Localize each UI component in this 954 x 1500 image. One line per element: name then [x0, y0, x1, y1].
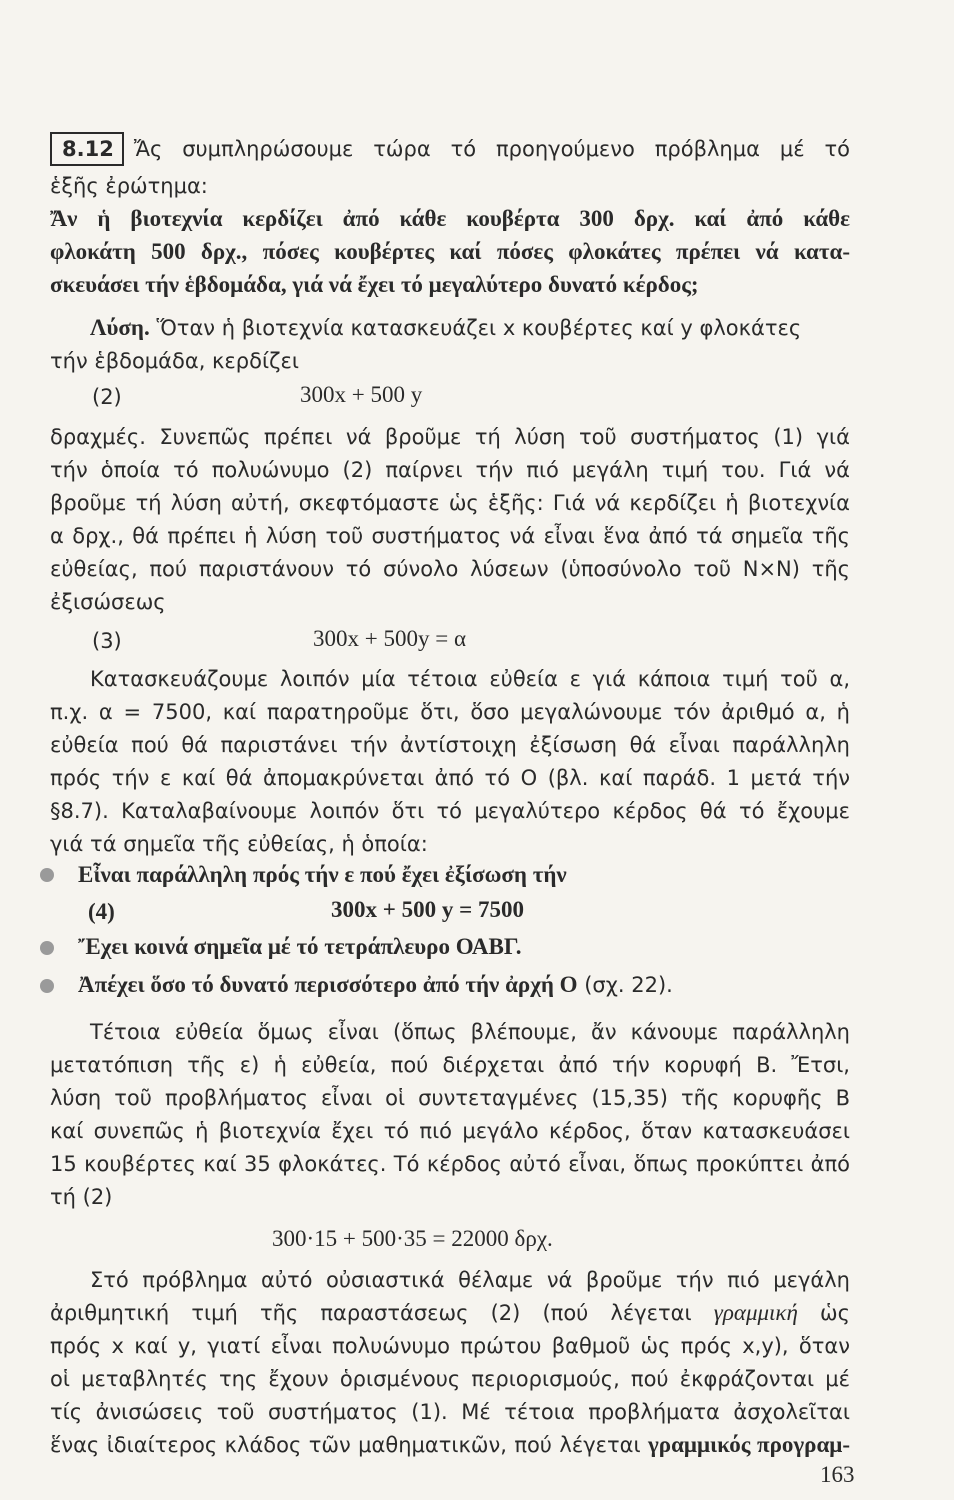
text-line: τίς ἀνισώσεις τοῦ συστήματος (1). Μέ τέτοια προβλήματα ἀσχολεῖται — [50, 1400, 850, 1424]
bullet-item: Ἀπέχει ὅσο τό δυνατό περισσότερο ἀπό τήν ἀρχή O (σχ. 22). — [78, 972, 673, 997]
solution-label: Λύση. — [90, 315, 150, 340]
problem-line: σκευάσει τήν ἑβδομάδα, γιά νά ἔχει τό μεγαλύτερο δυνατό κέρδος; — [50, 272, 699, 297]
text-line: α δρχ., θά πρέπει ἡ λύση τοῦ συστήματος νά εἶναι ἕνα ἀπό τά σημεῖα τῆς — [50, 524, 850, 548]
text-line: Λύση. Ὅταν ἡ βιοτεχνία κατασκευάζει x κουβέρτες καί y φλοκάτες — [90, 315, 802, 340]
equation: 300·15 + 500·35 = 22000 δρχ. — [272, 1226, 553, 1251]
bullet-icon — [40, 868, 54, 882]
text-line: ἑξῆς ἐρώτημα: — [50, 174, 208, 198]
problem-line: φλοκάτη 500 δρχ., πόσες κουβέρτες καί πόσες φλοκάτες πρέπει νά κατα- — [50, 239, 850, 264]
text-line: π.χ. α = 7500, καί παρατηροῦμε ὅτι, ὅσο μεγαλώνουμε τόν ἀριθμό α, ἡ — [50, 700, 850, 724]
text-line: ἀριθμητική τιμή τῆς παραστάσεως (2) (πού λέγεται γραμμική ὡς — [50, 1300, 850, 1325]
text-line: πρός τήν ε καί θά ἀπομακρύνεται ἀπό τό O (βλ. καί παράδ. 1 μετά τήν — [50, 766, 850, 790]
equation-number: (4) — [88, 899, 115, 924]
equation: 300x + 500 y = 7500 — [331, 897, 524, 922]
text-line: γιά τά σημεῖα τῆς εὐθείας, ἡ ὁποία: — [50, 832, 428, 856]
bullet-icon — [40, 941, 54, 955]
text-line: εὐθεία πού θά παριστάνει τήν ἀντίστοιχη ἐξίσωση θά εἶναι παράλληλη — [50, 733, 850, 757]
bullet-icon — [40, 979, 54, 993]
text-line: 15 κουβέρτες καί 35 φλοκάτες. Τό κέρδος αὐτό εἶναι, ὅπως προκύπτει ἀπό — [50, 1152, 850, 1176]
text-line: εὐθείας, πού παριστάνουν τό σύνολο λύσεων (ὑποσύνολο τοῦ N×N) τῆς — [50, 557, 850, 581]
text-line: Στό πρόβλημα αὐτό οὐσιαστικά θέλαμε νά βροῦμε τήν πιό μεγάλη — [90, 1268, 850, 1292]
text-line: πρός x καί y, γιατί εἶναι πολυώνυμο πρώτου βαθμοῦ ὡς πρός x,y), ὅταν — [50, 1334, 850, 1358]
bullet-item: Ἔχει κοινά σημεῖα μέ τό τετράπλευρο ΟΑΒΓ. — [78, 934, 522, 959]
text-line: ἐξισώσεως — [50, 590, 166, 614]
text-line: 8.12 Ἄς συμπληρώσουμε τώρα τό προηγούμενο πρόβλημα μέ τό — [50, 132, 850, 166]
equation: 300x + 500y = α — [313, 626, 466, 651]
section-number: 8.12 — [50, 132, 124, 166]
text-line: Τέτοια εὐθεία ὅμως εἶναι (ὅπως βλέπουμε, ἄν κάνουμε παράλληλη — [90, 1020, 850, 1044]
page-number: 163 — [820, 1462, 855, 1487]
equation-number: (2) — [92, 385, 122, 409]
text-line: καί συνεπῶς ἡ βιοτεχνία ἔχει τό πιό μεγάλο κέρδος, ὅταν κατασκευάσει — [50, 1119, 850, 1143]
text-line: τήν ἑβδομάδα, κερδίζει — [50, 349, 299, 373]
problem-line: Ἄν ἡ βιοτεχνία κερδίζει ἀπό κάθε κουβέρτα 300 δρχ. καί ἀπό κάθε — [50, 206, 850, 231]
text-line: μετατόπιση τῆς ε) ἡ εὐθεία, πού διέρχεται ἀπό τήν κορυφή Β. Ἔτσι, — [50, 1053, 850, 1077]
text-line: τή (2) — [50, 1185, 113, 1209]
text-line: δραχμές. Συνεπῶς πρέπει νά βροῦμε τή λύση τοῦ συστήματος (1) γιά — [50, 425, 850, 449]
text-line: λύση τοῦ προβλήματος εἶναι οἱ συντεταγμένες (15,35) τῆς κορυφῆς Β — [50, 1086, 850, 1110]
bullet-item: Εἶναι παράλληλη πρός τήν ε πού ἔχει ἐξίσωση τήν — [78, 862, 567, 887]
equation: 300x + 500 y — [300, 382, 423, 407]
italic-term: γραμμική — [713, 1300, 798, 1325]
text-line: βροῦμε τή λύση αὐτή, σκεφτόμαστε ὡς ἑξῆς: Γιά νά κερδίζει ἡ βιοτεχνία — [50, 491, 850, 515]
text-line: Κατασκευάζουμε λοιπόν μία τέτοια εὐθεία ε γιά κάποια τιμή τοῦ α, — [90, 667, 850, 691]
bold-term: γραμμικός προγραμ- — [648, 1432, 850, 1457]
text-line: ἕνας ἰδιαίτερος κλάδος τῶν μαθηματικῶν, πού λέγεται γραμμικός προγραμ- — [50, 1432, 850, 1457]
text-line: οἱ μεταβλητές της ἔχουν ὁρισμένους περιορισμούς, πού ἐκφράζονται μέ — [50, 1367, 850, 1391]
text-line: §8.7). Καταλαβαίνουμε λοιπόν ὅτι τό μεγαλύτερο κέρδος θά τό ἔχουμε — [50, 799, 850, 823]
equation-number: (3) — [92, 629, 122, 653]
text-line: τήν ὁποία τό πολυώνυμο (2) παίρνει τήν πιό μεγάλη τιμή του. Γιά νά — [50, 458, 850, 482]
